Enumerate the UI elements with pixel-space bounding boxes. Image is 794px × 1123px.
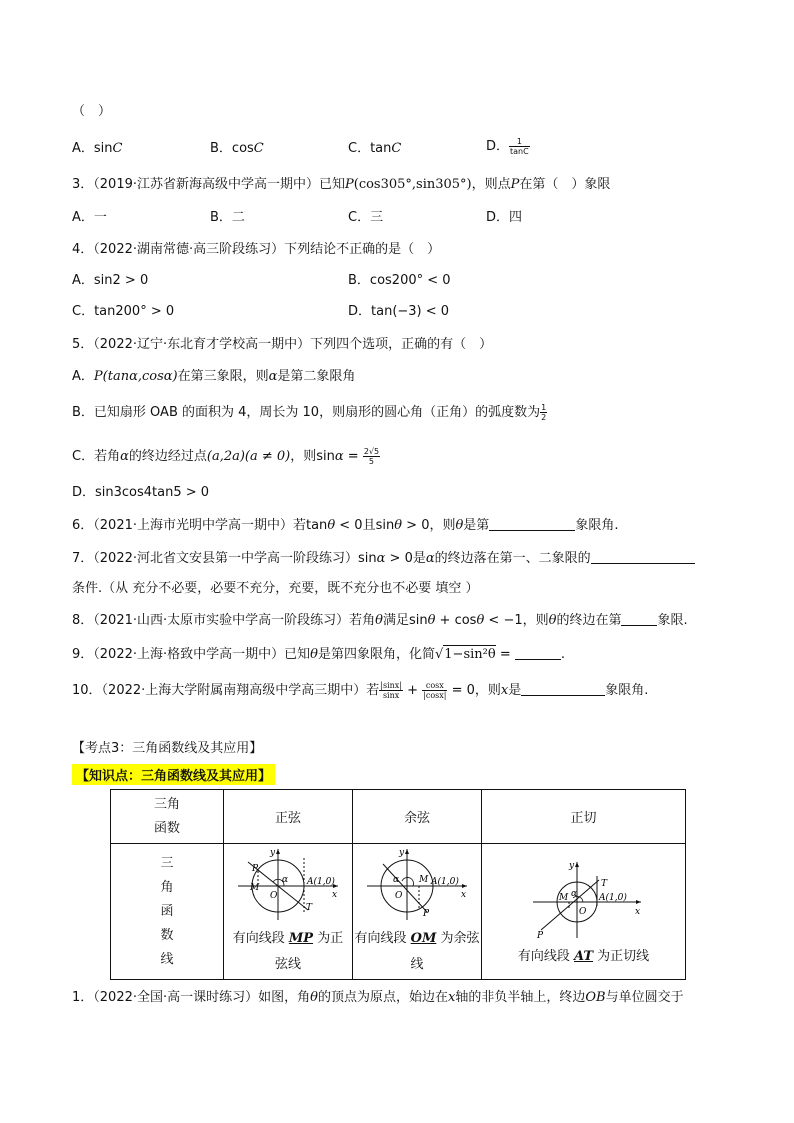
sine-label-p: P — [252, 863, 259, 874]
tangent-label-o: O — [578, 906, 586, 917]
q5-option-a-text: 在第三象限，则 — [177, 369, 269, 384]
sine-caption-line-2: 弦线 — [274, 956, 301, 972]
q3-number: 3． — [72, 177, 94, 192]
next-q1-text-1: （2022·全国·高一课时练习）如图，角 — [93, 990, 311, 1005]
q7-text-2: > 0是 — [385, 551, 426, 566]
q2-option-b-var: C — [253, 141, 264, 156]
q6-number: 6． — [72, 518, 94, 533]
q6-text-2: < 0且sin — [335, 518, 395, 533]
q2-option-d-fraction — [509, 137, 530, 156]
q2-option-d-text: D． — [486, 139, 510, 154]
q5-option-b-text: B．已知扇形 OAB 的面积为 4，周长为 10，则扇形的圆心角（正角）的弧度数为 — [72, 405, 541, 420]
sine-label-y: y — [270, 847, 276, 858]
q2-option-c — [348, 140, 401, 158]
q7-answer-blank[interactable] — [591, 549, 695, 564]
q10-fraction-1-num: |sinx| — [380, 681, 402, 690]
next-q1-text-4: 与单位圆交于 — [605, 990, 684, 1005]
cosine-caption-line-2: 线 — [410, 956, 424, 972]
q9-text-3: = — [495, 647, 515, 662]
q9-theta-1: θ — [310, 647, 318, 662]
q5-option-c-prefix: C．若角 — [72, 449, 121, 464]
q3-coords: (cos305°,sin305°) — [353, 177, 472, 192]
q3-option-c: C．三 — [348, 210, 384, 225]
q7-number: 7． — [72, 551, 94, 566]
q4-option-d: D．tan(−3) < 0 — [348, 304, 450, 319]
q10-number: 10． — [72, 683, 102, 698]
q7-alpha-2: α — [425, 551, 435, 566]
q5-option-a-point: P(tanα,cosα) — [93, 369, 178, 384]
q5-option-c-then: ，则sin — [290, 449, 335, 464]
q6-text-5: 象限角. — [575, 518, 619, 533]
q8-answer-blank[interactable] — [621, 611, 657, 626]
q6-text-1: （2021·上海市光明中学高一期中）若tan — [93, 518, 328, 533]
cosine-label-y: y — [399, 847, 405, 858]
cosine-caption — [353, 926, 481, 952]
q3-text-2: ，则点 — [471, 177, 511, 192]
q5-option-c-eq: = — [343, 449, 363, 464]
tangent-label-y: y — [568, 860, 574, 871]
q10-text-3: 是 — [508, 683, 522, 698]
q5-option-b — [72, 403, 547, 422]
q6-theta-1: θ — [327, 518, 336, 533]
q10-fraction-1 — [379, 681, 403, 700]
q8-text-3: + cos — [435, 613, 477, 628]
corner-line-2: 函数 — [153, 820, 180, 836]
q5-option-a-var: α — [268, 369, 278, 384]
q5-option-c-var2: α — [334, 449, 344, 464]
q3-option-d: D．四 — [486, 210, 523, 225]
sine-label-m: M — [250, 882, 260, 893]
q6-text-3: > 0，则 — [402, 518, 456, 533]
q4-text: （2022·湖南常德·高三阶段练习）下列结论不正确的是（ ） — [93, 242, 441, 257]
q3-text-1: （2019·江苏省新海高级中学高一期中）已知 — [93, 177, 345, 192]
header-sine: 正弦 — [224, 790, 353, 844]
q2-option-b — [210, 140, 264, 158]
tangent-caption-pre: 有向线段 — [517, 948, 570, 964]
row-label-cell — [111, 844, 224, 980]
next-q1-theta: θ — [310, 990, 318, 1005]
q5-option-a-tail: 是第二象限角 — [277, 369, 356, 384]
q2-option-d-num: 1 — [509, 137, 530, 147]
q7-alpha-1: α — [376, 551, 386, 566]
q10-fraction-2 — [422, 681, 447, 700]
q5-number: 5． — [72, 337, 94, 352]
q10-text-4: 象限角. — [605, 683, 649, 698]
cosine-label-o: O — [395, 890, 403, 901]
sine-caption-post: 为正 — [317, 930, 344, 946]
q10-plus: + — [402, 683, 423, 698]
q8-theta-4: θ — [548, 613, 557, 628]
row-label-char-4: 数 — [160, 927, 174, 943]
tangent-caption-segment: AT — [573, 948, 594, 964]
next-q1-text-3: 轴的非负半轴上，终边 — [455, 990, 586, 1005]
row-label-char-1: 三 — [160, 855, 174, 871]
q10-fraction-2-num: cosx — [422, 681, 447, 691]
q4-stem — [72, 241, 440, 259]
q5-stem — [72, 336, 492, 354]
tangent-label-x: x — [634, 906, 640, 917]
table-corner-cell — [111, 790, 224, 844]
q10-x: x — [500, 683, 509, 698]
cosine-caption-segment: OM — [410, 930, 437, 946]
cosine-line-diagram — [361, 846, 473, 922]
q5-option-c — [72, 447, 380, 466]
q5-option-b-den: 2 — [541, 413, 547, 422]
cosine-label-a: A(1,0) — [431, 876, 459, 887]
row-label-char-5: 线 — [160, 951, 174, 967]
q5-option-c-point: (a,2a)(a ≠ 0) — [206, 449, 291, 464]
cosine-caption-pre: 有向线段 — [354, 930, 407, 946]
q8-text-6: 象限. — [657, 613, 688, 628]
q4-number: 4． — [72, 242, 94, 257]
sine-label-t: T — [306, 902, 313, 913]
q5-option-c-num: 2√5 — [363, 447, 380, 456]
q6-stem — [72, 516, 618, 535]
tangent-label-a: A(1,0) — [598, 892, 627, 903]
q2-paren: （ ） — [72, 104, 112, 119]
q5-option-b-num: 1 — [541, 403, 547, 412]
tangent-label-alpha: α — [570, 888, 577, 899]
q8-theta-2: θ — [427, 613, 436, 628]
q9-text-1: （2022·上海·格致中学高一期中）已知 — [93, 647, 311, 662]
sine-label-alpha: α — [282, 874, 289, 885]
q2-option-a — [72, 140, 122, 158]
q7-stem — [72, 549, 695, 568]
q5-option-c-den: 5 — [368, 457, 375, 466]
q3-text-3: 在第（ ）象限 — [519, 177, 611, 192]
tangent-line-diagram — [519, 854, 649, 940]
sine-label-x: x — [332, 889, 338, 900]
q4-option-b: B．cos200° < 0 — [348, 273, 451, 288]
q8-stem — [72, 611, 688, 630]
q8-text-4: < −1，则 — [484, 613, 549, 628]
tangent-label-t: T — [600, 878, 607, 889]
sine-line-diagram — [232, 846, 344, 922]
q3-var-p: P — [345, 177, 354, 192]
row-label-char-3: 函 — [160, 903, 174, 919]
q5-option-b-fraction — [540, 403, 547, 422]
q2-option-d — [486, 137, 530, 156]
tangent-label-p: P — [536, 930, 543, 940]
knowledge-highlight: 【知识点：三角函数线及其应用】 — [72, 764, 275, 785]
q9-number: 9． — [72, 647, 94, 662]
q9-sqrt-body: 1−sin²θ — [444, 647, 496, 662]
q7-text-1: （2022·河北省文安县第一中学高一阶段练习）sin — [93, 551, 377, 566]
q10-fraction-1-den: sinx — [382, 691, 400, 700]
q10-text-2: = 0，则 — [447, 683, 501, 698]
q10-answer-blank[interactable] — [521, 681, 605, 696]
q9-text-2: 是第四象限角，化简 — [317, 647, 435, 662]
q8-text-2: 满足sin — [382, 613, 428, 628]
tangent-caption-post: 为正切线 — [597, 948, 650, 964]
q7-line-2: 条件.（从 充分不必要，必要不充分，充要，既不充分也不必要 填空 ） — [72, 581, 479, 596]
next-q1-number: 1． — [72, 990, 94, 1005]
q3-stem — [72, 176, 610, 194]
q8-number: 8． — [72, 613, 94, 628]
q6-answer-blank[interactable] — [489, 516, 575, 531]
q2-option-a-var: C — [112, 141, 123, 156]
q9-tail: . — [560, 647, 565, 662]
q5-option-c-mid: 的终边经过点 — [128, 449, 207, 464]
q4-option-c: C．tan200° > 0 — [72, 304, 175, 319]
sine-label-o: O — [270, 890, 278, 901]
q9-answer-blank[interactable] — [515, 645, 561, 660]
cosine-label-m: M — [419, 874, 429, 885]
q5-option-c-fraction — [363, 447, 380, 466]
sine-caption-segment: MP — [288, 930, 314, 946]
sine-label-a: A(1,0) — [307, 876, 335, 887]
next-q1-stem — [72, 989, 684, 1007]
q6-text-4: 是第 — [463, 518, 490, 533]
q3-var-p2: P — [510, 177, 520, 192]
tangent-label-m: M — [558, 892, 568, 903]
q2-option-b-text: B．cos — [210, 141, 254, 156]
q5-option-d: D．sin3cos4tan5 > 0 — [72, 485, 210, 500]
q5-option-a-prefix: A． — [72, 369, 94, 384]
q7-text-3: 的终边落在第一、二象限的 — [434, 551, 591, 566]
q10-stem — [72, 681, 648, 700]
trig-lines-table — [110, 789, 686, 980]
sine-caption — [224, 926, 352, 952]
header-tangent: 正切 — [482, 790, 686, 844]
q2-option-c-var: C — [391, 141, 402, 156]
row-label-char-2: 角 — [160, 879, 174, 895]
sine-cell — [224, 844, 353, 980]
q3-option-a: A．一 — [72, 210, 107, 225]
corner-line-1: 三角 — [153, 796, 180, 812]
q8-theta-3: θ — [476, 613, 485, 628]
next-q1-text-2: 的顶点为原点，始边在 — [317, 990, 448, 1005]
cosine-label-alpha: α — [393, 874, 400, 885]
q5-option-a — [72, 368, 355, 386]
cosine-caption-post: 为余弦 — [440, 930, 480, 946]
cosine-label-x: x — [461, 889, 467, 900]
tangent-cell — [482, 844, 686, 980]
q2-option-d-den: tanC — [510, 147, 529, 156]
next-q1-x: x — [447, 990, 456, 1005]
next-q1-ob: OB — [585, 990, 606, 1005]
cosine-label-p: P — [423, 908, 430, 919]
q6-theta-3: θ — [455, 518, 464, 533]
section-heading: 【考点3：三角函数线及其应用】 — [72, 741, 263, 756]
q2-option-a-text: A．sin — [72, 141, 113, 156]
q9-stem: 9．（2022·上海·格致中学高一期中）已知θ是第四象限角，化简√1−sin²θ = . — [72, 647, 565, 662]
q5-text: （2022·辽宁·东北育才学校高一期中）下列四个选项，正确的有（ ） — [93, 337, 493, 352]
header-cosine: 余弦 — [353, 790, 482, 844]
q6-theta-2: θ — [394, 518, 403, 533]
q10-text-1: （2022·上海大学附属南翔高级中学高三期中）若 — [101, 683, 380, 698]
q5-option-c-var: α — [120, 449, 129, 464]
q8-text-1: （2021·山西·太原市实验中学高一阶段练习）若角 — [93, 613, 376, 628]
cosine-cell — [353, 844, 482, 980]
q2-option-c-text: C．tan — [348, 141, 392, 156]
q3-option-b: B．二 — [210, 210, 245, 225]
q10-fraction-2-den: |cosx| — [423, 691, 447, 700]
q8-theta-1: θ — [375, 613, 383, 628]
tangent-caption — [482, 944, 685, 970]
sine-caption-pre: 有向线段 — [232, 930, 285, 946]
q4-option-a: A．sin2 > 0 — [72, 273, 149, 288]
q8-text-5: 的终边在第 — [556, 613, 622, 628]
